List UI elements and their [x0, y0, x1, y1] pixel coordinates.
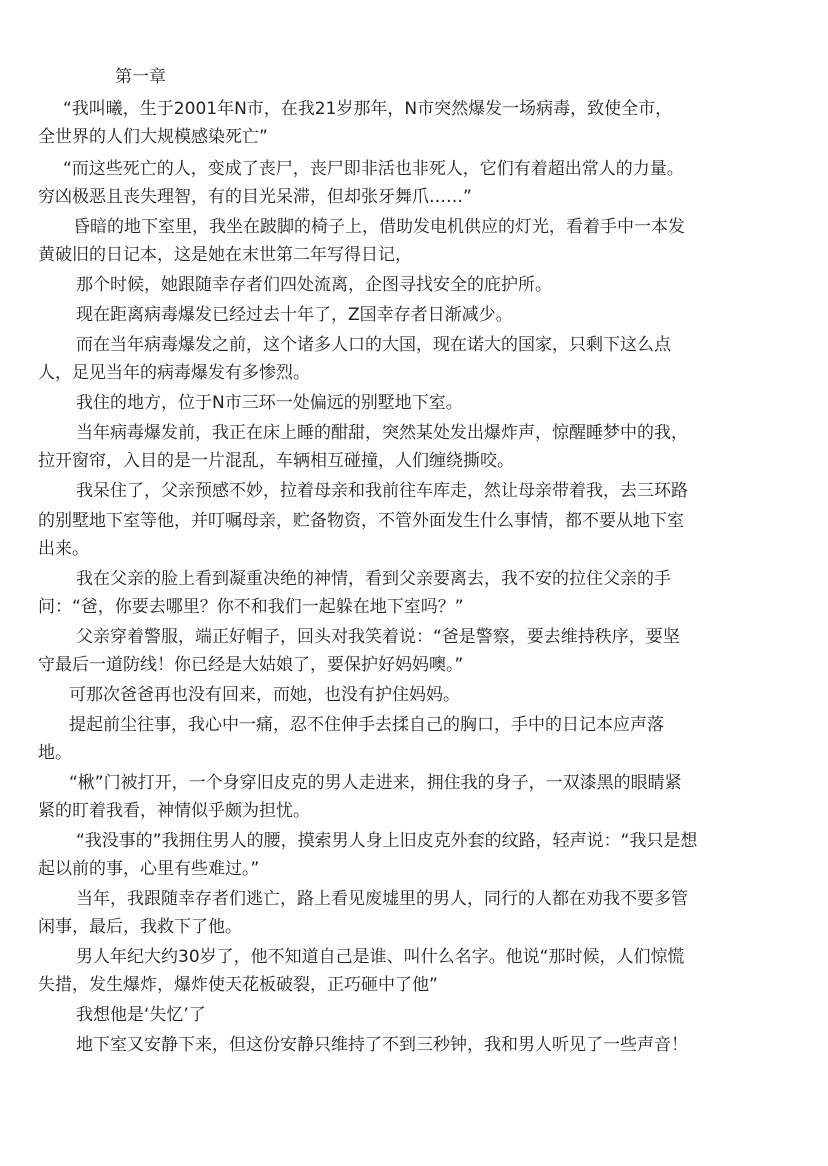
- text-line: 起以前的事，心里有些难过。”: [38, 859, 260, 879]
- text-line: 地。: [38, 743, 72, 763]
- text-line: 闲事，最后，我救下了他。: [38, 917, 242, 937]
- text-line: 拉开窗帘，入目的是一片混乱，车辆相互碰撞，人们缠绕撕咬。: [38, 451, 514, 471]
- text-line: 人，足见当年的病毒爆发有多惨烈。: [38, 363, 310, 383]
- text-line: 而在当年病毒爆发之前，这个诸多人口的大国，现在诺大的国家，只剩下这么点: [76, 335, 671, 355]
- text-line: 黄破旧的日记本，这是她在末世第二年写得日记，: [38, 245, 412, 265]
- text-line: “楸”门被打开，一个身穿旧皮克的男人走进来，拥住我的身子，一双漆黑的眼睛紧: [69, 773, 682, 793]
- text-line: 地下室又安静下来，但这份安静只维持了不到三秒钟，我和男人听见了一些声音！: [76, 1035, 688, 1055]
- text-line: 全世界的人们大规模感染死亡”: [38, 127, 268, 147]
- text-line: 当年，我跟随幸存者们逃亡，路上看见废墟里的男人，同行的人都在劝我不要多管: [76, 889, 688, 909]
- text-line: “我叫曦，生于2001年N市，在我21岁那年，N市突然爆发一场病毒，致使全市，: [63, 99, 673, 119]
- text-line: 男人年纪大约30岁了，他不知道自己是谁、叫什么名字。他说“那时候，人们惊慌: [76, 947, 685, 967]
- text-line: 守最后一道防线！你已经是大姑娘了，要保护好妈妈噢。”: [38, 655, 464, 675]
- text-line: 我在父亲的脸上看到凝重决绝的神情，看到父亲要离去，我不安的拉住父亲的手: [76, 569, 671, 589]
- text-line: 那个时候，她跟随幸存者们四处流离，企图寻找安全的庇护所。: [76, 275, 552, 295]
- text-line: 的别墅地下室等他，并叮嘱母亲，贮备物资，不管外面发生什么事情，都不要从地下室: [38, 511, 684, 531]
- text-line: 出来。: [38, 539, 89, 559]
- text-line: 我想他是‘失忆’了: [76, 1005, 206, 1025]
- text-line: 现在距离病毒爆发已经过去十年了，Z国幸存者日渐减少。: [76, 305, 513, 325]
- text-line: 问：“爸，你要去哪里？你不和我们一起躲在地下室吗？”: [38, 597, 464, 617]
- text-line: 我呆住了，父亲预感不妙，拉着母亲和我前往车库走，然让母亲带着我，去三环路: [76, 481, 688, 501]
- text-line: 紧的盯着我看，神情似乎颇为担忧。: [38, 801, 310, 821]
- text-line: 提起前尘往事，我心中一痛，忍不住伸手去揉自己的胸口，手中的日记本应声落: [69, 715, 664, 735]
- text-line: 当年病毒爆发前，我正在床上睡的酣甜，突然某处发出爆炸声，惊醒睡梦中的我，: [76, 423, 688, 443]
- text-line: “我没事的”我拥住男人的腰，摸索男人身上旧皮克外套的纹路，轻声说：“我只是想: [76, 831, 698, 851]
- chapter-title: 第一章: [115, 67, 166, 87]
- text-line: 父亲穿着警服，端正好帽子，回头对我笑着说：“爸是警察，要去维持秩序，要坚: [76, 627, 680, 647]
- text-line: 可那次爸爸再也没有回来，而她，也没有护住妈妈。: [69, 685, 460, 705]
- text-line: 昏暗的地下室里，我坐在跛脚的椅子上，借助发电机供应的灯光，看着手中一本发: [73, 217, 685, 237]
- text-line: “而这些死亡的人，变成了丧尸，丧尸即非活也非死人，它们有着超出常人的力量。: [63, 159, 684, 179]
- text-line: 失措，发生爆炸，爆炸使天花板破裂，正巧砸中了他”: [38, 975, 438, 995]
- text-line: 穷凶极恶且丧失理智，有的目光呆滞，但却张牙舞爪……”: [38, 187, 472, 207]
- text-line: 我住的地方，位于N市三环一处偏远的别墅地下室。: [76, 393, 463, 413]
